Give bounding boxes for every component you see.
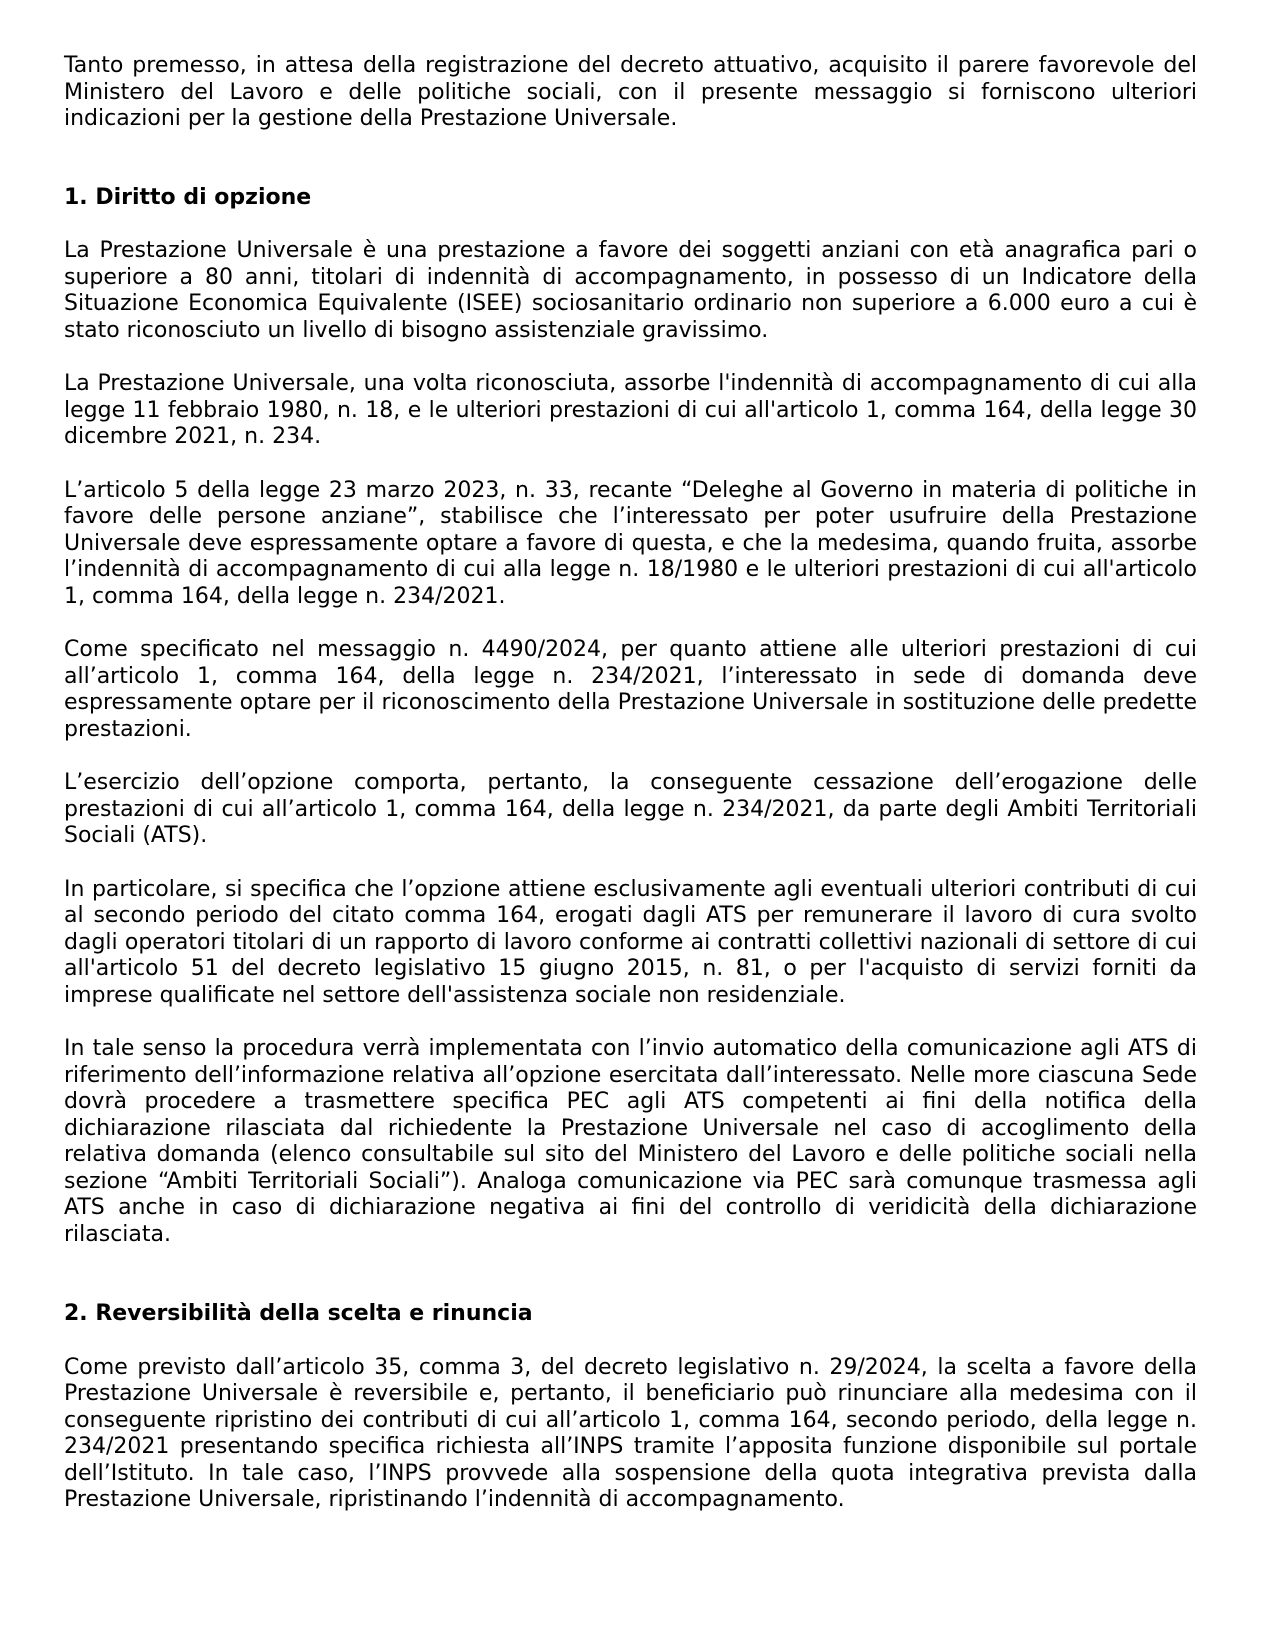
section-heading: 2. Reversibilità della scelta e rinuncia: [64, 1301, 533, 1326]
section-reversibilita-della-scelta: [64, 1301, 1197, 1514]
section-heading: 1. Diritto di opzione: [64, 184, 312, 210]
body-paragraph: In particolare, si specifica che l’opzione attiene esclusivamente agli eventuali ulteriori contributi di cui al secondo periodo del citato comma 164, erogati dagli ATS per remunerare il lavoro di cura svolto dagli operatori titolari di un rapporto di lavoro conforme ai contratti collettivi nazionali di settore di cui all'articolo 51 del decreto legislativo 15 giugno 2015, n. 81, o per l'acquisto di servizi forniti da imprese qualificate nel settore dell'assistenza sociale non residenziale.: [64, 876, 1197, 1008]
body-paragraph: La Prestazione Universale è una prestazione a favore dei soggetti anziani con età anagrafica pari o superiore a 80 anni, titolari di indennità di accompagnamento, in possesso di un Indicatore della Situazione Economica Equivalente (ISEE) sociosanitario ordinario non superiore a 6.000 euro a cui è stato riconosciuto un livello di bisogno assistenziale gravissimo.: [64, 238, 1197, 343]
body-paragraph: Come specificato nel messaggio n. 4490/2024, per quanto attiene alle ulteriori prestazioni di cui all’articolo 1, comma 164, della legge n. 234/2021, l’interessato in sede di domanda deve espressamente optare per il riconoscimento della Prestazione Universale in sostituzione delle predette prestazioni.: [64, 637, 1197, 742]
body-paragraph: L’articolo 5 della legge 23 marzo 2023, n. 33, recante “Deleghe al Governo in materia di politiche in favore delle persone anziane”, stabilisce che l’interessato per poter usufruire della Prestazione Universale deve espressamente optare a favore di questa, e che la medesima, quando fruita, assorbe l’indennità di accompagnamento di cui alla legge n. 18/1980 e le ulteriori prestazioni di cui all'articolo 1, comma 164, della legge n. 234/2021.: [64, 477, 1197, 609]
body-paragraph: La Prestazione Universale, una volta riconosciuta, assorbe l'indennità di accompagnamento di cui alla legge 11 febbraio 1980, n. 18, e le ulteriori prestazioni di cui all'articolo 1, comma 164, della legge 30 dicembre 2021, n. 234.: [64, 371, 1197, 449]
body-paragraph: Come previsto dall’articolo 35, comma 3, del decreto legislativo n. 29/2024, la scelta a favore della Prestazione Universale è reversibile e, pertanto, il beneficiario può rinunciare alla medesima con il conseguente ripristino dei contributi di cui all’articolo 1, comma 164, secondo periodo, della legge n. 234/2021 presentando specifica richiesta all’INPS tramite l’apposita funzione disponibile sul portale dell’Istituto. In tale caso, l’INPS provvede alla sospensione della quota integrativa prevista dalla Prestazione Universale, ripristinando l’indennità di accompagnamento.: [64, 1354, 1197, 1512]
body-paragraph: L’esercizio dell’opzione comporta, pertanto, la conseguente cessazione dell’erogazione delle prestazioni di cui all’articolo 1, comma 164, della legge n. 234/2021, da parte degli Ambiti Territoriali Sociali (ATS).: [64, 770, 1197, 848]
document-body: [64, 53, 1197, 1541]
body-paragraph: In tale senso la procedura verrà implementata con l’invio automatico della comunicazione agli ATS di riferimento dell’informazione relativa all’opzione esercitata dall’interessato. Nelle more ciascuna Sede dovrà procedere a trasmettere specifica PEC agli ATS competenti ai fini della notifica della dichiarazione rilasciata dal richiedente la Prestazione Universale nel caso di accoglimento della relativa domanda (elenco consultabile sul sito del Ministero del Lavoro e delle politiche sociali nella sezione “Ambiti Territoriali Sociali”). Analoga comunicazione via PEC sarà comunque trasmessa agli ATS anche in caso di dichiarazione negativa ai fini del controllo di veridicità della dichiarazione rilasciata.: [64, 1036, 1197, 1247]
section-diritto-di-opzione: [64, 185, 1197, 1249]
intro-paragraph: Tanto premesso, in attesa della registrazione del decreto attuativo, acquisito il parere favorevole del Ministero del Lavoro e delle politiche sociali, con il presente messaggio si forniscono ulteriori indicazioni per la gestione della Prestazione Universale.: [64, 53, 1197, 131]
